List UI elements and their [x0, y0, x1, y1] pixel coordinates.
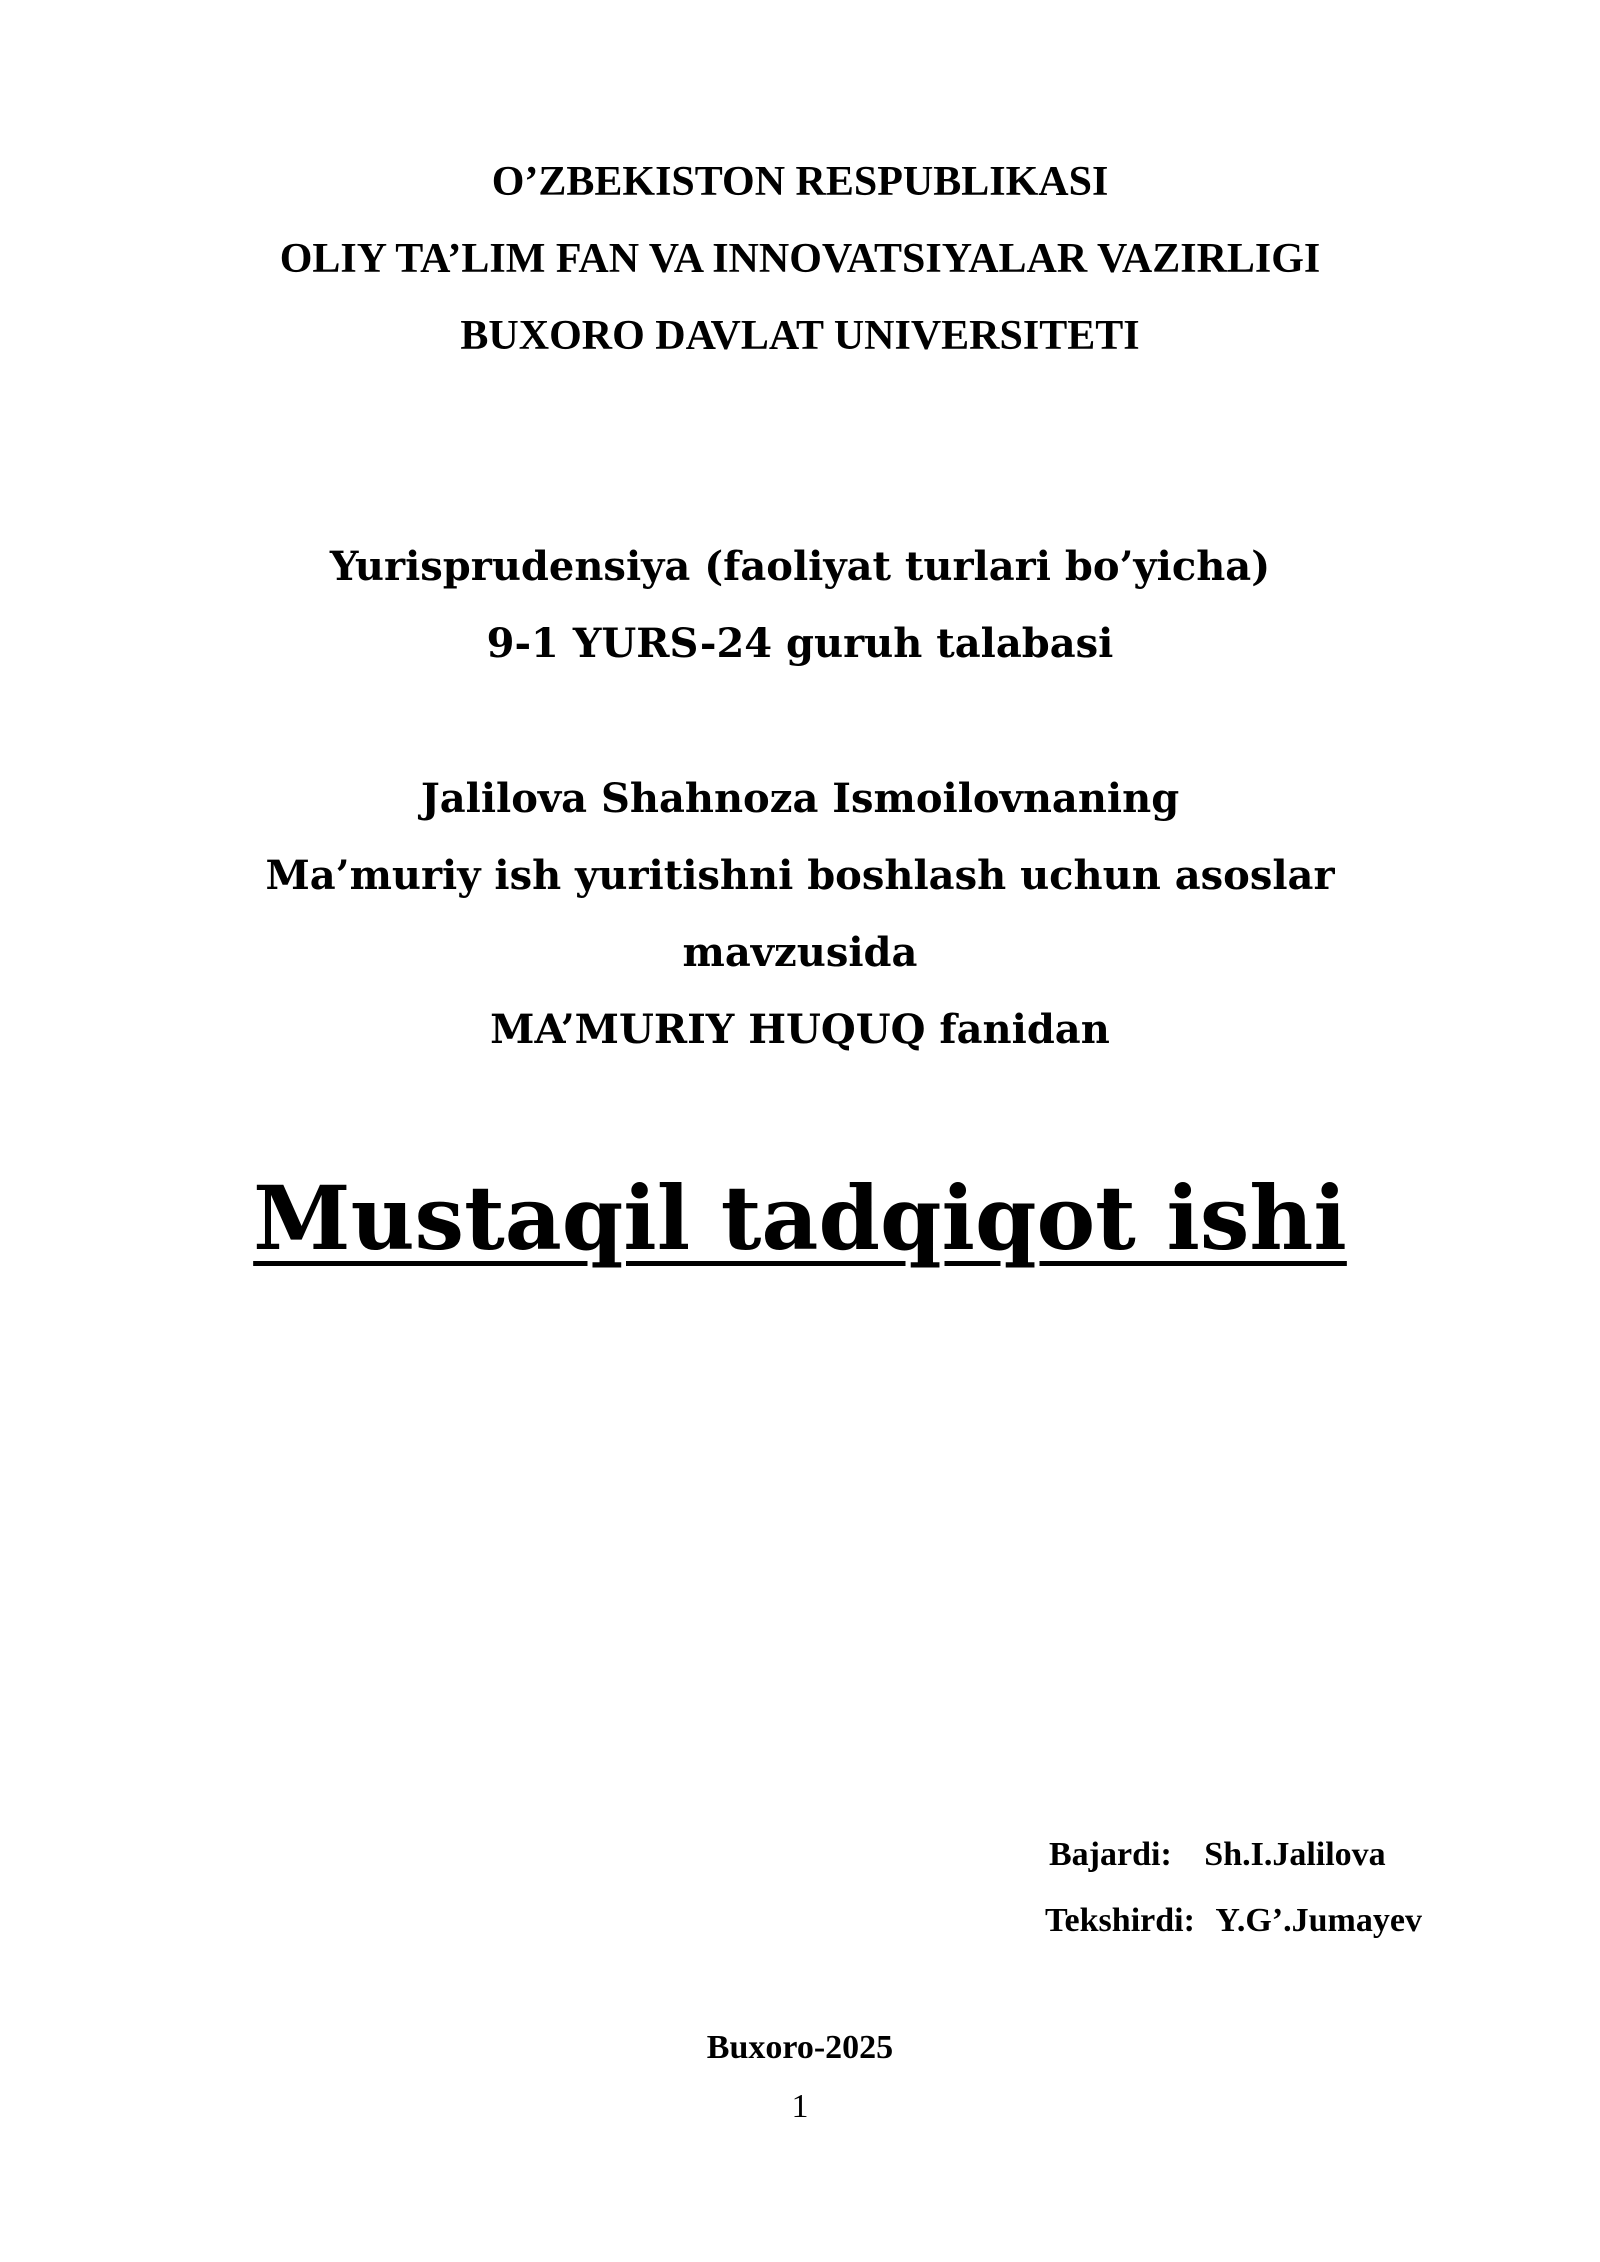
- country-heading: O’ZBEKISTON RESPUBLIKASI: [491, 159, 1109, 205]
- performed-by-label: Bajardi:: [1049, 1836, 1172, 1873]
- checked-by-label: Tekshirdi:: [1045, 1902, 1195, 1939]
- subject-line: MA’MURIY HUQUQ fanidan: [490, 1006, 1110, 1053]
- topic-line-2: mavzusida: [682, 929, 918, 976]
- city-year: Buxoro-2025: [706, 2029, 894, 2066]
- university-heading: BUXORO DAVLAT UNIVERSITETI: [460, 313, 1140, 359]
- document-title-text: Mustaqil tadqiqot ishi: [253, 1166, 1347, 1270]
- page-number: 1: [791, 2088, 809, 2125]
- topic-line-1: Ma’muriy ish yuritishni boshlash uchun asoslar: [265, 852, 1335, 899]
- specialty-line: Yurisprudensiya (faoliyat turlari bo’yicha): [329, 543, 1271, 590]
- ministry-heading: OLIY TA’LIM FAN VA INNOVATSIYALAR VAZIRLIGI: [279, 236, 1321, 282]
- performed-by-row: [1049, 1833, 1386, 1877]
- author-line: Jalilova Shahnoza Ismoilovnaning: [420, 775, 1180, 822]
- performed-by-value: Sh.I.Jalilova: [1204, 1836, 1386, 1873]
- document-title: [0, 1168, 1600, 1268]
- checked-by-value: Y.G’.Jumayev: [1215, 1902, 1422, 1939]
- checked-by-row: [1045, 1899, 1422, 1943]
- group-line: 9-1 YURS-24 guruh talabasi: [486, 620, 1114, 667]
